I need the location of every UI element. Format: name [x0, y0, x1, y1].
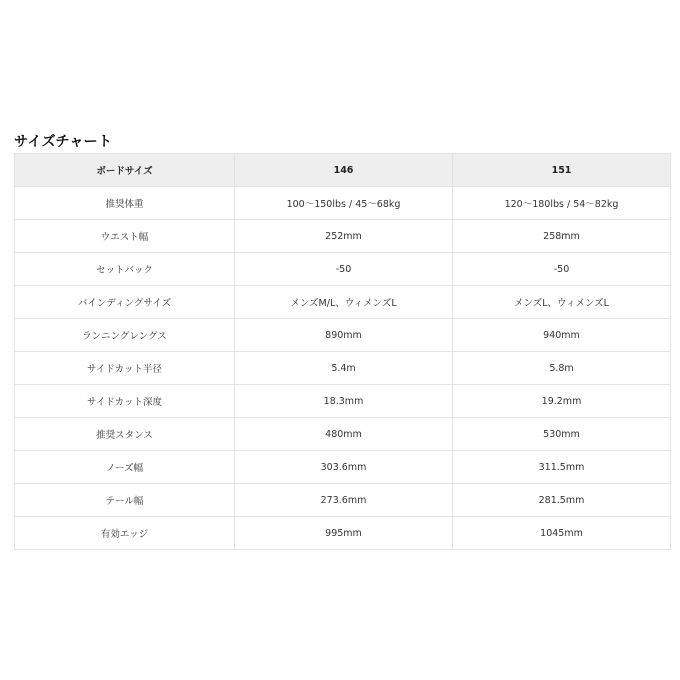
- row-label: 推奨スタンス: [15, 418, 235, 451]
- row-label: サイドカット深度: [15, 385, 235, 418]
- column-header-146: 146: [235, 154, 453, 187]
- column-header-151: 151: [453, 154, 671, 187]
- cell-151: メンズL、ウィメンズL: [453, 286, 671, 319]
- size-chart-table: [14, 153, 671, 550]
- table-row: [15, 187, 671, 220]
- row-label: セットバック: [15, 253, 235, 286]
- cell-151: 281.5mm: [453, 484, 671, 517]
- row-label: テール幅: [15, 484, 235, 517]
- cell-146: 273.6mm: [235, 484, 453, 517]
- table-row: [15, 451, 671, 484]
- table-row: [15, 484, 671, 517]
- table-row: [15, 319, 671, 352]
- page-title: サイズチャート: [14, 134, 113, 150]
- row-label: サイドカット半径: [15, 352, 235, 385]
- cell-146: 303.6mm: [235, 451, 453, 484]
- cell-151: 5.8m: [453, 352, 671, 385]
- row-label: バインディングサイズ: [15, 286, 235, 319]
- cell-151: 940mm: [453, 319, 671, 352]
- table-row: [15, 517, 671, 550]
- cell-151: 530mm: [453, 418, 671, 451]
- cell-151: 311.5mm: [453, 451, 671, 484]
- cell-146: 18.3mm: [235, 385, 453, 418]
- cell-146: -50: [235, 253, 453, 286]
- cell-151: 1045mm: [453, 517, 671, 550]
- cell-146: 100〜150lbs / 45〜68kg: [235, 187, 453, 220]
- cell-146: 995mm: [235, 517, 453, 550]
- table-row: [15, 352, 671, 385]
- table-header-row: [15, 154, 671, 187]
- row-label: ウエスト幅: [15, 220, 235, 253]
- cell-146: 480mm: [235, 418, 453, 451]
- table-row: [15, 418, 671, 451]
- cell-151: 19.2mm: [453, 385, 671, 418]
- row-label: 有効エッジ: [15, 517, 235, 550]
- table-row: [15, 385, 671, 418]
- cell-146: 890mm: [235, 319, 453, 352]
- row-label: ノーズ幅: [15, 451, 235, 484]
- row-label: ランニングレングス: [15, 319, 235, 352]
- cell-151: 120〜180lbs / 54〜82kg: [453, 187, 671, 220]
- table-row: [15, 220, 671, 253]
- cell-146: メンズM/L、ウィメンズL: [235, 286, 453, 319]
- column-header-board-size: ボードサイズ: [15, 154, 235, 187]
- cell-146: 5.4m: [235, 352, 453, 385]
- cell-146: 252mm: [235, 220, 453, 253]
- row-label: 推奨体重: [15, 187, 235, 220]
- cell-151: -50: [453, 253, 671, 286]
- table-row: [15, 253, 671, 286]
- cell-151: 258mm: [453, 220, 671, 253]
- table-row: [15, 286, 671, 319]
